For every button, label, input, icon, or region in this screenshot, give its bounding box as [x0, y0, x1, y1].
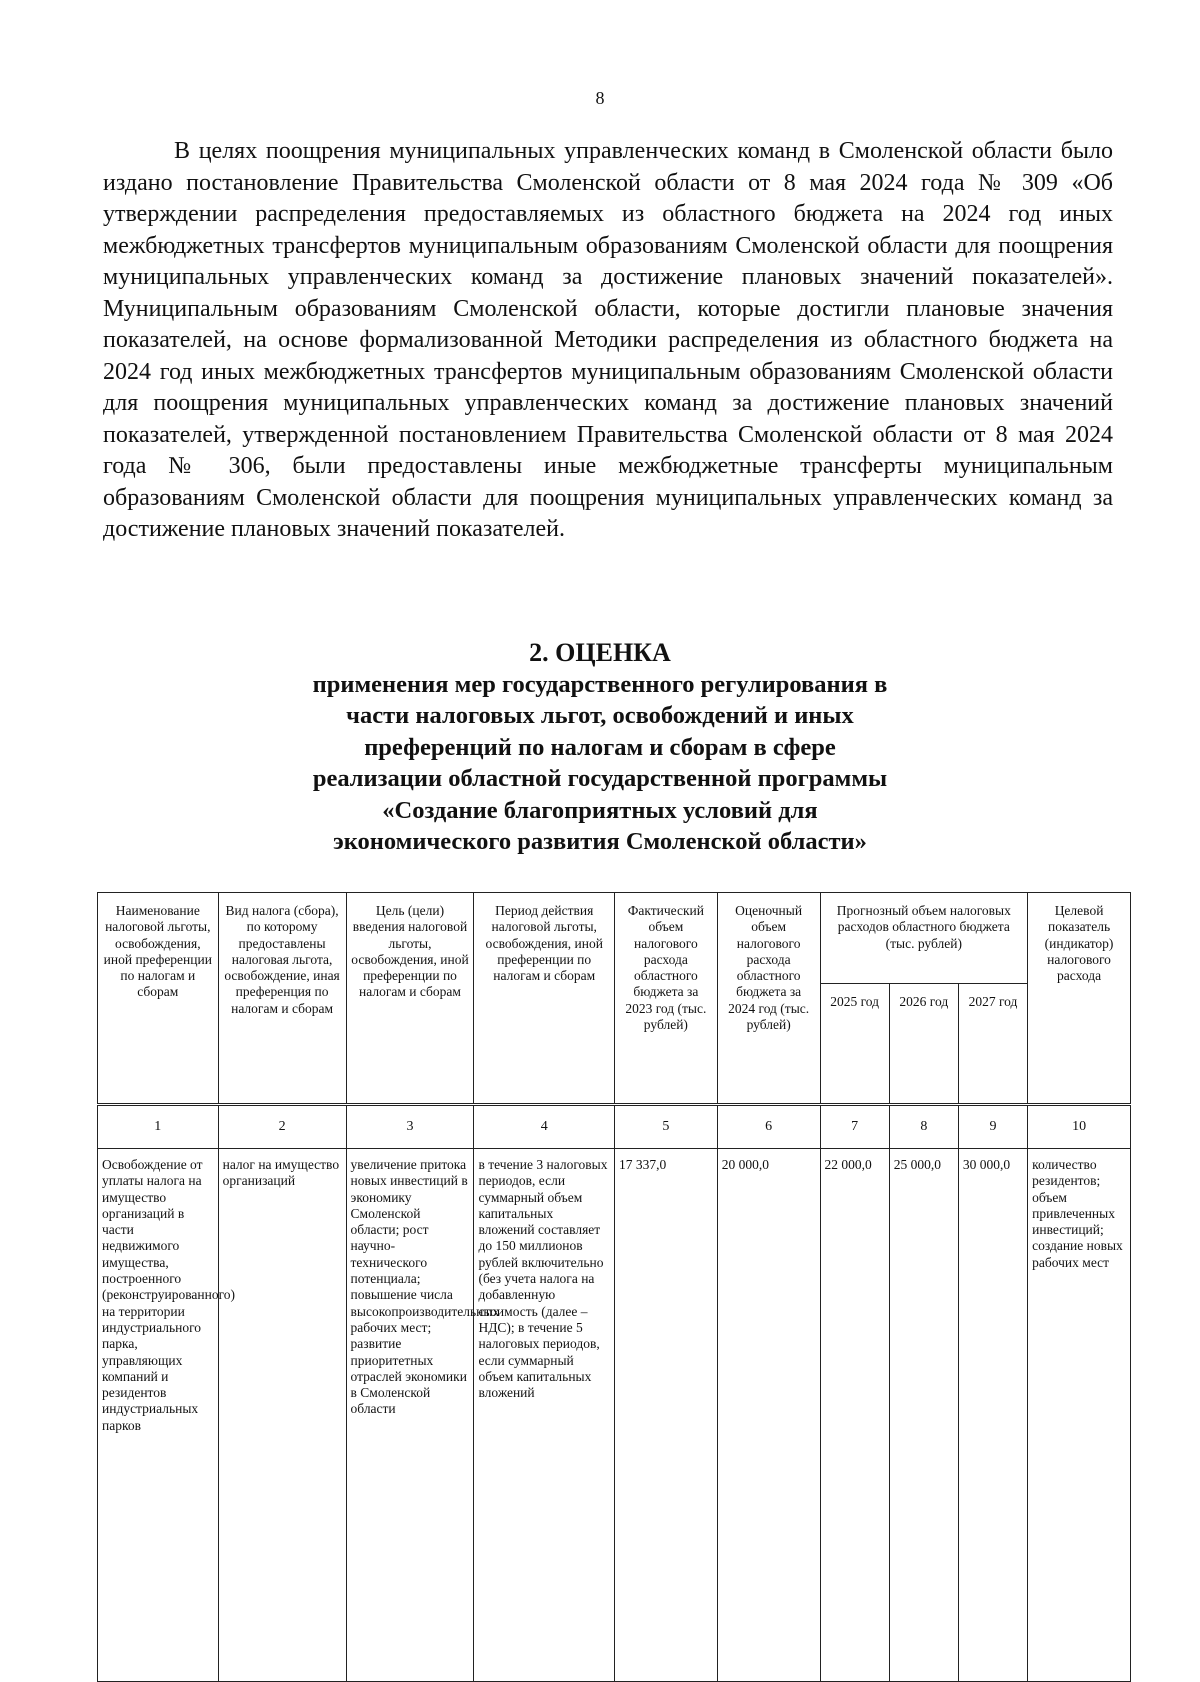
header-estimate-2024: Оценочный объем налогового расхода областного бюджета за 2024 год (тыс. рублей): [717, 893, 820, 1105]
tax-benefits-table: [97, 892, 1131, 1682]
page-number: 8: [595, 88, 605, 108]
cell-tax-type: налог на имущество организаций: [218, 1149, 346, 1682]
section-title-line: преференций по налогам и сборам в сфере: [364, 733, 836, 761]
header-tax-type: Вид налога (сбора), по которому предоставлены налоговая льгота, освобождение, иная преференция по налогам и сборам: [218, 893, 346, 1105]
section-title-line: применения мер государственного регулирования в: [312, 670, 888, 698]
cell-forecast-2026: 25 000,0: [889, 1149, 958, 1682]
section-heading: [0, 637, 1200, 858]
header-benefit-name: Наименование налоговой льготы, освобождения, иной преференции по налогам и сборам: [98, 893, 219, 1105]
column-number: 2: [218, 1105, 346, 1149]
cell-benefit-name: Освобождение от уплаты налога на имущество организаций в части недвижимого имущества, построенного (реконструированного) на территории индустриального парка, управляющих компаний и резидентов индустриальных парков: [98, 1149, 219, 1682]
cell-forecast-2025: 22 000,0: [820, 1149, 889, 1682]
header-year-2025: 2025 год: [820, 984, 889, 1105]
header-year-2026: 2026 год: [889, 984, 958, 1105]
section-title-line: реализации областной государственной программы: [312, 765, 888, 792]
column-number: 7: [820, 1105, 889, 1149]
cell-period: в течение 3 налоговых периодов, если суммарный объем капитальных вложений составляет до 150 миллионов рублей включительно (без учета налога на добавленную стоимость (далее – НДС); в течение 5 налоговых периодов, если суммарный объем капитальных вложений: [474, 1149, 615, 1682]
column-number: 1: [98, 1105, 219, 1149]
intro-paragraph: В целях поощрения муниципальных управленческих команд в Смоленской области было издано постановление Правительства Смоленской области от 8 мая 2024 года № 309 «Об утверждении распределения предоставляемых из областного бюджета на 2024 год иных межбюджетных трансфертов муниципальным образованиям Смоленской области для поощрения муниципальных управленческих команд за достижение плановых значений показателей». Муниципальным образованиям Смоленской области, которые достигли плановые значения показателей, на основе формализованной Методики распределения из областного бюджета на 2024 год иных межбюджетных трансфертов муниципальным образованиям Смоленской области для поощрения муниципальных управленческих команд за достижение плановых значений показателей, утвержденной постановлением Правительства Смоленской области от 8 мая 2024 года № 306, были предоставлены иные межбюджетные трансферты муниципальным образованиям Смоленской области для поощрения муниципальных управленческих команд за достижение плановых значений показателей.: [103, 138, 1113, 542]
column-number: 5: [614, 1105, 717, 1149]
header-goals: Цель (цели) введения налоговой льготы, освобождения, иной преференции по налогам и сборам: [346, 893, 474, 1105]
column-number: 3: [346, 1105, 474, 1149]
cell-fact-2023: 17 337,0: [614, 1149, 717, 1682]
section-title-line: экономического развития Смоленской области»: [333, 828, 867, 855]
header-year-2027: 2027 год: [958, 984, 1027, 1105]
cell-forecast-2027: 30 000,0: [958, 1149, 1027, 1682]
column-number: 8: [889, 1105, 958, 1149]
section-title-line: «Создание благоприятных условий для: [382, 796, 818, 824]
header-forecast-group: Прогнозный объем налоговых расходов областного бюджета (тыс. рублей): [820, 893, 1028, 984]
section-number-title: 2. ОЦЕНКА: [529, 638, 671, 667]
cell-goals: увеличение притока новых инвестиций в экономику Смоленской области; рост научно-технического потенциала; повышение числа высокопроизводительных рабочих мест; развитие приоритетных отраслей экономики в Смоленской области: [346, 1149, 474, 1682]
table-row: [98, 1149, 1131, 1682]
column-number: 6: [717, 1105, 820, 1149]
column-number: 4: [474, 1105, 615, 1149]
header-fact-2023: Фактический объем налогового расхода областного бюджета за 2023 год (тыс. рублей): [614, 893, 717, 1105]
cell-indicator: количество резидентов; объем привлеченных инвестиций; создание новых рабочих мест: [1028, 1149, 1131, 1682]
column-number: 9: [958, 1105, 1027, 1149]
section-title-line: части налоговых льгот, освобождений и иных: [346, 702, 854, 729]
column-number: 10: [1028, 1105, 1131, 1149]
column-number-row: [98, 1105, 1131, 1149]
cell-estimate-2024: 20 000,0: [717, 1149, 820, 1682]
header-period: Период действия налоговой льготы, освобождения, иной преференции по налогам и сборам: [474, 893, 615, 1105]
header-indicator: Целевой показатель (индикатор) налогового расхода: [1028, 893, 1131, 1105]
